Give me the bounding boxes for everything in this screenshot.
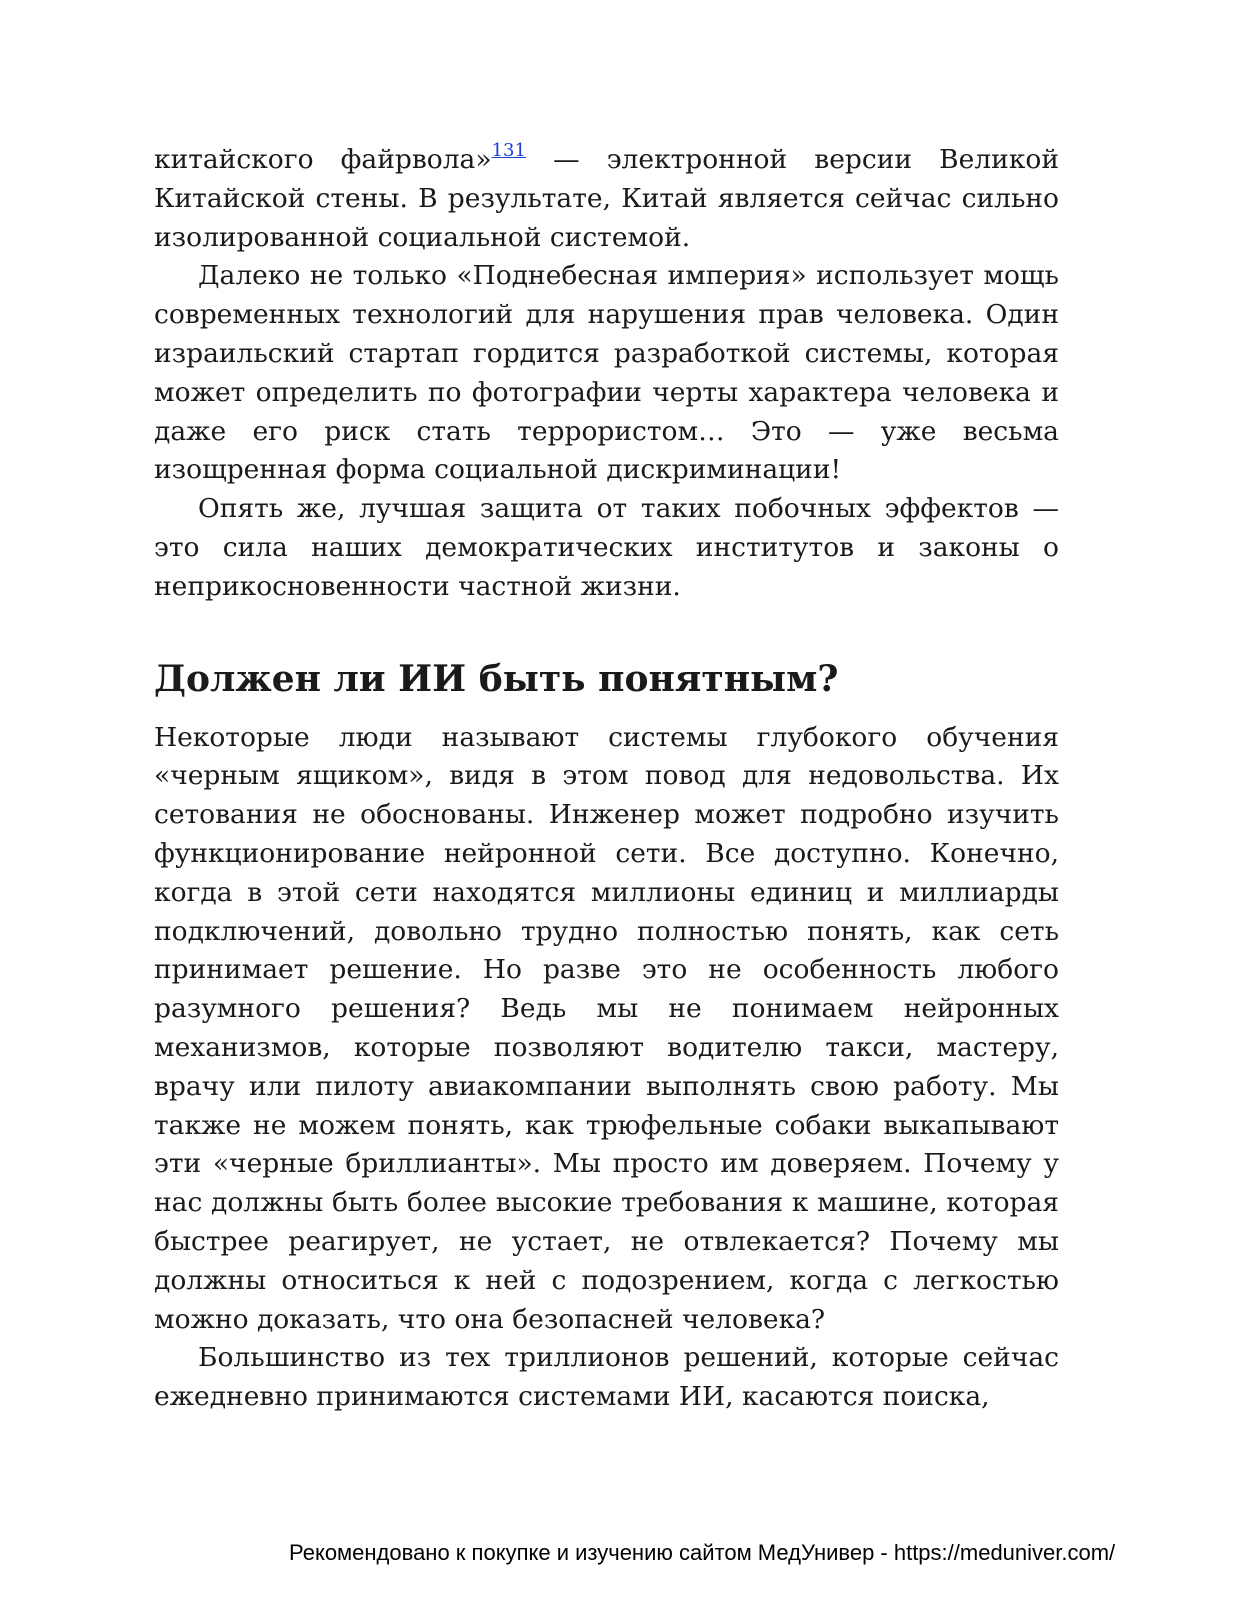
section-heading: Должен ли ИИ быть понятным? (154, 657, 839, 700)
paragraph: Некоторые люди называют системы глубокого обучения «черным ящиком», видя в этом повод для недовольства. Их сетования не обоснованы. Инженер может подробно изучить функционирование нейронной сети. Все доступно. Конечно, когда в этой сети находятся миллионы единиц и миллиарды подключений, довольно трудно полностью понять, как сеть принимает решение. Но разве это не особенность любого разумного решения? Ведь мы не понимаем нейронных механизмов, которые позволяют водителю такси, мастеру, врачу или пилоту авиакомпании выполнять свою работу. Мы также не можем понять, как трюфельные собаки выкапывают эти «черные бриллианты». Мы просто им доверяем. Почему у нас должны быть более высокие требования к машине, которая быстрее реагирует, не устает, не отвлекается? Почему мы должны относиться к ней с подозрением, когда с легкостью можно доказать, что она безопасней человека? (154, 721, 1059, 1335)
paragraph-continuation (154, 141, 1059, 257)
paragraph: Далеко не только «Поднебесная империя» использует мощь современных технологий для нарушения прав человека. Один израильский стартап гордится разработкой системы, которая может определить по фотографии черты характера человека и даже его риск стать террористом… Это — уже весьма изощренная форма социальной дискриминации! (154, 260, 1059, 486)
paragraph-text: — электронной версии Великой Китайской стены. В результате, Китай является сейчас сильно изолированной социальной системой. (154, 144, 1059, 253)
paragraph-text: китайского файрвола» (154, 144, 492, 175)
book-page (154, 141, 1059, 1417)
promo-footer: Рекомендовано к покупке и изучению сайтом МедУнивер - https://meduniver.com/ (289, 1540, 1116, 1565)
paragraph: Опять же, лучшая защита от таких побочных эффектов — это сила наших демократических институтов и законы о неприкосновенности частной жизни. (154, 493, 1059, 602)
paragraph: Большинство из тех триллионов решений, которые сейчас ежедневно принимаются системами ИИ, касаются поиска, (154, 1342, 1059, 1413)
footnote-link[interactable]: 131 (491, 140, 526, 161)
